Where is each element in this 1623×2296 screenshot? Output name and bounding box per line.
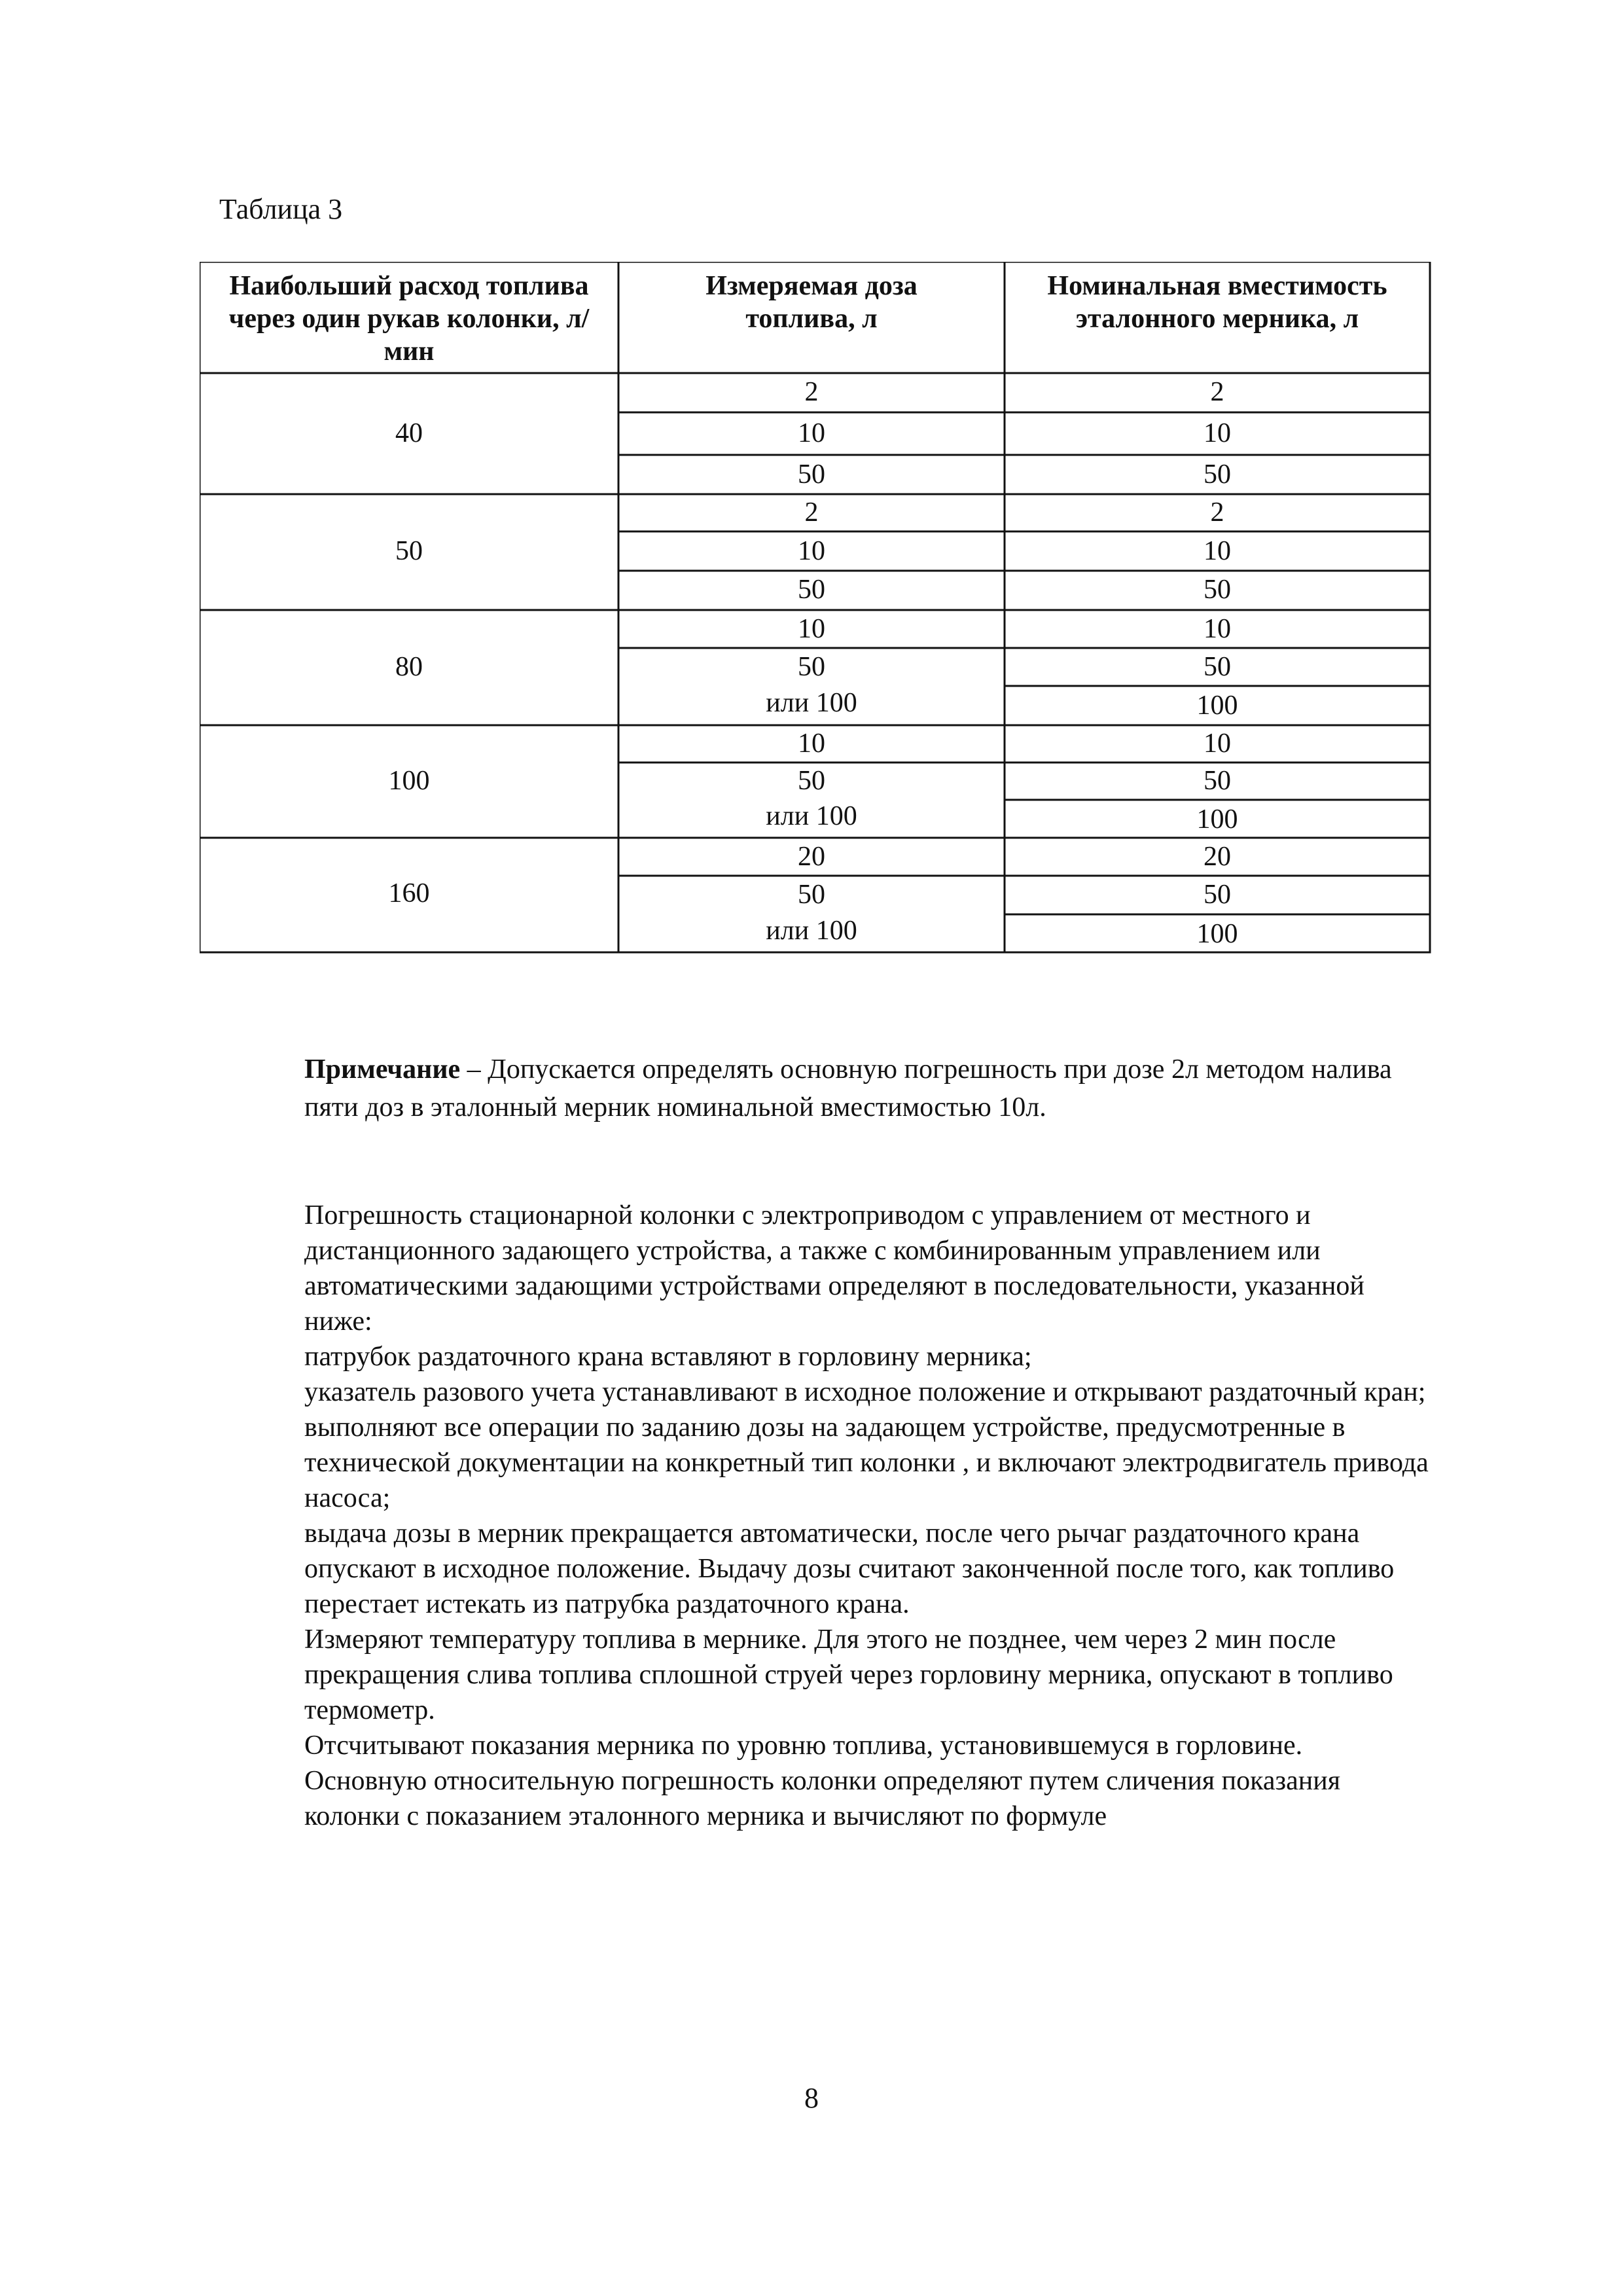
procedure-step: патрубок раздаточного крана вставляют в горловину мерника; bbox=[304, 1342, 1032, 1372]
dose-cell: 10 bbox=[798, 536, 825, 566]
procedure-step: выдача дозы в мерник прекращается автоматически, после чего рычаг раздаточного крана опускают в исходное положение. Выдачу дозы считают законченной после того, как топливо перестает истекать из патрубка раздаточного крана. bbox=[304, 1518, 1395, 1619]
capacity-cell: 10 bbox=[1204, 728, 1231, 759]
capacity-cell: 10 bbox=[1204, 614, 1231, 644]
dose-cell: 2 bbox=[804, 377, 819, 407]
dose-cell: или 100 bbox=[766, 916, 857, 946]
capacity-cell: 50 bbox=[1204, 652, 1231, 682]
note-text: – Допускается определять основную погрешность при дозе 2л методом налива пяти доз в эталонный мерник номинальной вместимостью 10л. bbox=[304, 1054, 1392, 1122]
dose-cell: 10 bbox=[798, 418, 825, 448]
capacity-cell: 100 bbox=[1196, 919, 1238, 949]
procedure-intro: Погрешность стационарной колонки с электроприводом с управлением от местного и дистанционного задающего устройства, а также с комбинированным управлением или автоматическими задающими устройствами определяют в последовательности, указанной ниже: bbox=[304, 1200, 1364, 1336]
capacity-cell: 50 bbox=[1204, 766, 1231, 796]
procedure-step: выполняют все операции по заданию дозы на задающем устройстве, предусмотренные в технической документации на конкретный тип колонки , и включают электродвигатель привода насоса; bbox=[304, 1412, 1429, 1513]
dose-cell: 50 bbox=[798, 575, 825, 605]
dose-cell: 10 bbox=[798, 614, 825, 644]
dose-cell: 20 bbox=[798, 842, 825, 872]
capacity-cell: 50 bbox=[1204, 880, 1231, 910]
dose-cell: или 100 bbox=[766, 688, 857, 718]
procedure-step: Отсчитывают показания мерника по уровню топлива, установившемуся в горловине. bbox=[304, 1731, 1303, 1761]
flow-cell: 100 bbox=[388, 766, 430, 796]
procedure-step: Основную относительную погрешность колонки определяют путем сличения показания колонки с показанием эталонного мерника и вычисляют по формуле bbox=[304, 1766, 1341, 1831]
table-note bbox=[206, 1050, 1436, 1126]
dose-cell: или 100 bbox=[766, 801, 857, 831]
capacity-cell: 50 bbox=[1204, 459, 1231, 490]
header-max-flow: Наибольший расход топлива через один рукав колонки, л/мин bbox=[228, 271, 590, 367]
capacity-cell: 100 bbox=[1196, 804, 1238, 834]
procedure-text bbox=[206, 1198, 1436, 1834]
capacity-cell: 10 bbox=[1204, 418, 1231, 448]
flow-cell: 50 bbox=[395, 536, 423, 566]
flow-cell: 40 bbox=[395, 418, 423, 448]
table-caption: Таблица 3 bbox=[219, 193, 343, 225]
dose-cell: 2 bbox=[804, 497, 819, 528]
flow-cell: 160 bbox=[388, 878, 430, 908]
flow-cell: 80 bbox=[395, 652, 423, 682]
header-dose: Измеряемая доза топлива, л bbox=[705, 271, 918, 334]
dose-cell: 50 bbox=[798, 652, 825, 682]
capacity-cell: 50 bbox=[1204, 575, 1231, 605]
procedure-step: Измеряют температуру топлива в мернике. Для этого не позднее, чем через 2 мин после прекращения слива топлива сплошной струей через горловину мерника, опускают в топливо термометр. bbox=[304, 1624, 1393, 1725]
capacity-cell: 20 bbox=[1204, 842, 1231, 872]
capacity-cell: 2 bbox=[1210, 377, 1224, 407]
capacity-cell: 10 bbox=[1204, 536, 1231, 566]
header-capacity: Номинальная вместимость эталонного мерника, л bbox=[1047, 271, 1387, 334]
dose-cell: 10 bbox=[798, 728, 825, 759]
data-table bbox=[200, 262, 1433, 956]
procedure-step: указатель разового учета устанавливают в исходное положение и открывают раздаточный кран; bbox=[304, 1377, 1426, 1407]
capacity-cell: 2 bbox=[1210, 497, 1224, 528]
page-number: 8 bbox=[804, 2082, 819, 2114]
dose-cell: 50 bbox=[798, 459, 825, 490]
capacity-cell: 100 bbox=[1196, 691, 1238, 721]
dose-cell: 50 bbox=[798, 766, 825, 796]
dose-cell: 50 bbox=[798, 880, 825, 910]
note-label: Примечание bbox=[304, 1054, 461, 1085]
